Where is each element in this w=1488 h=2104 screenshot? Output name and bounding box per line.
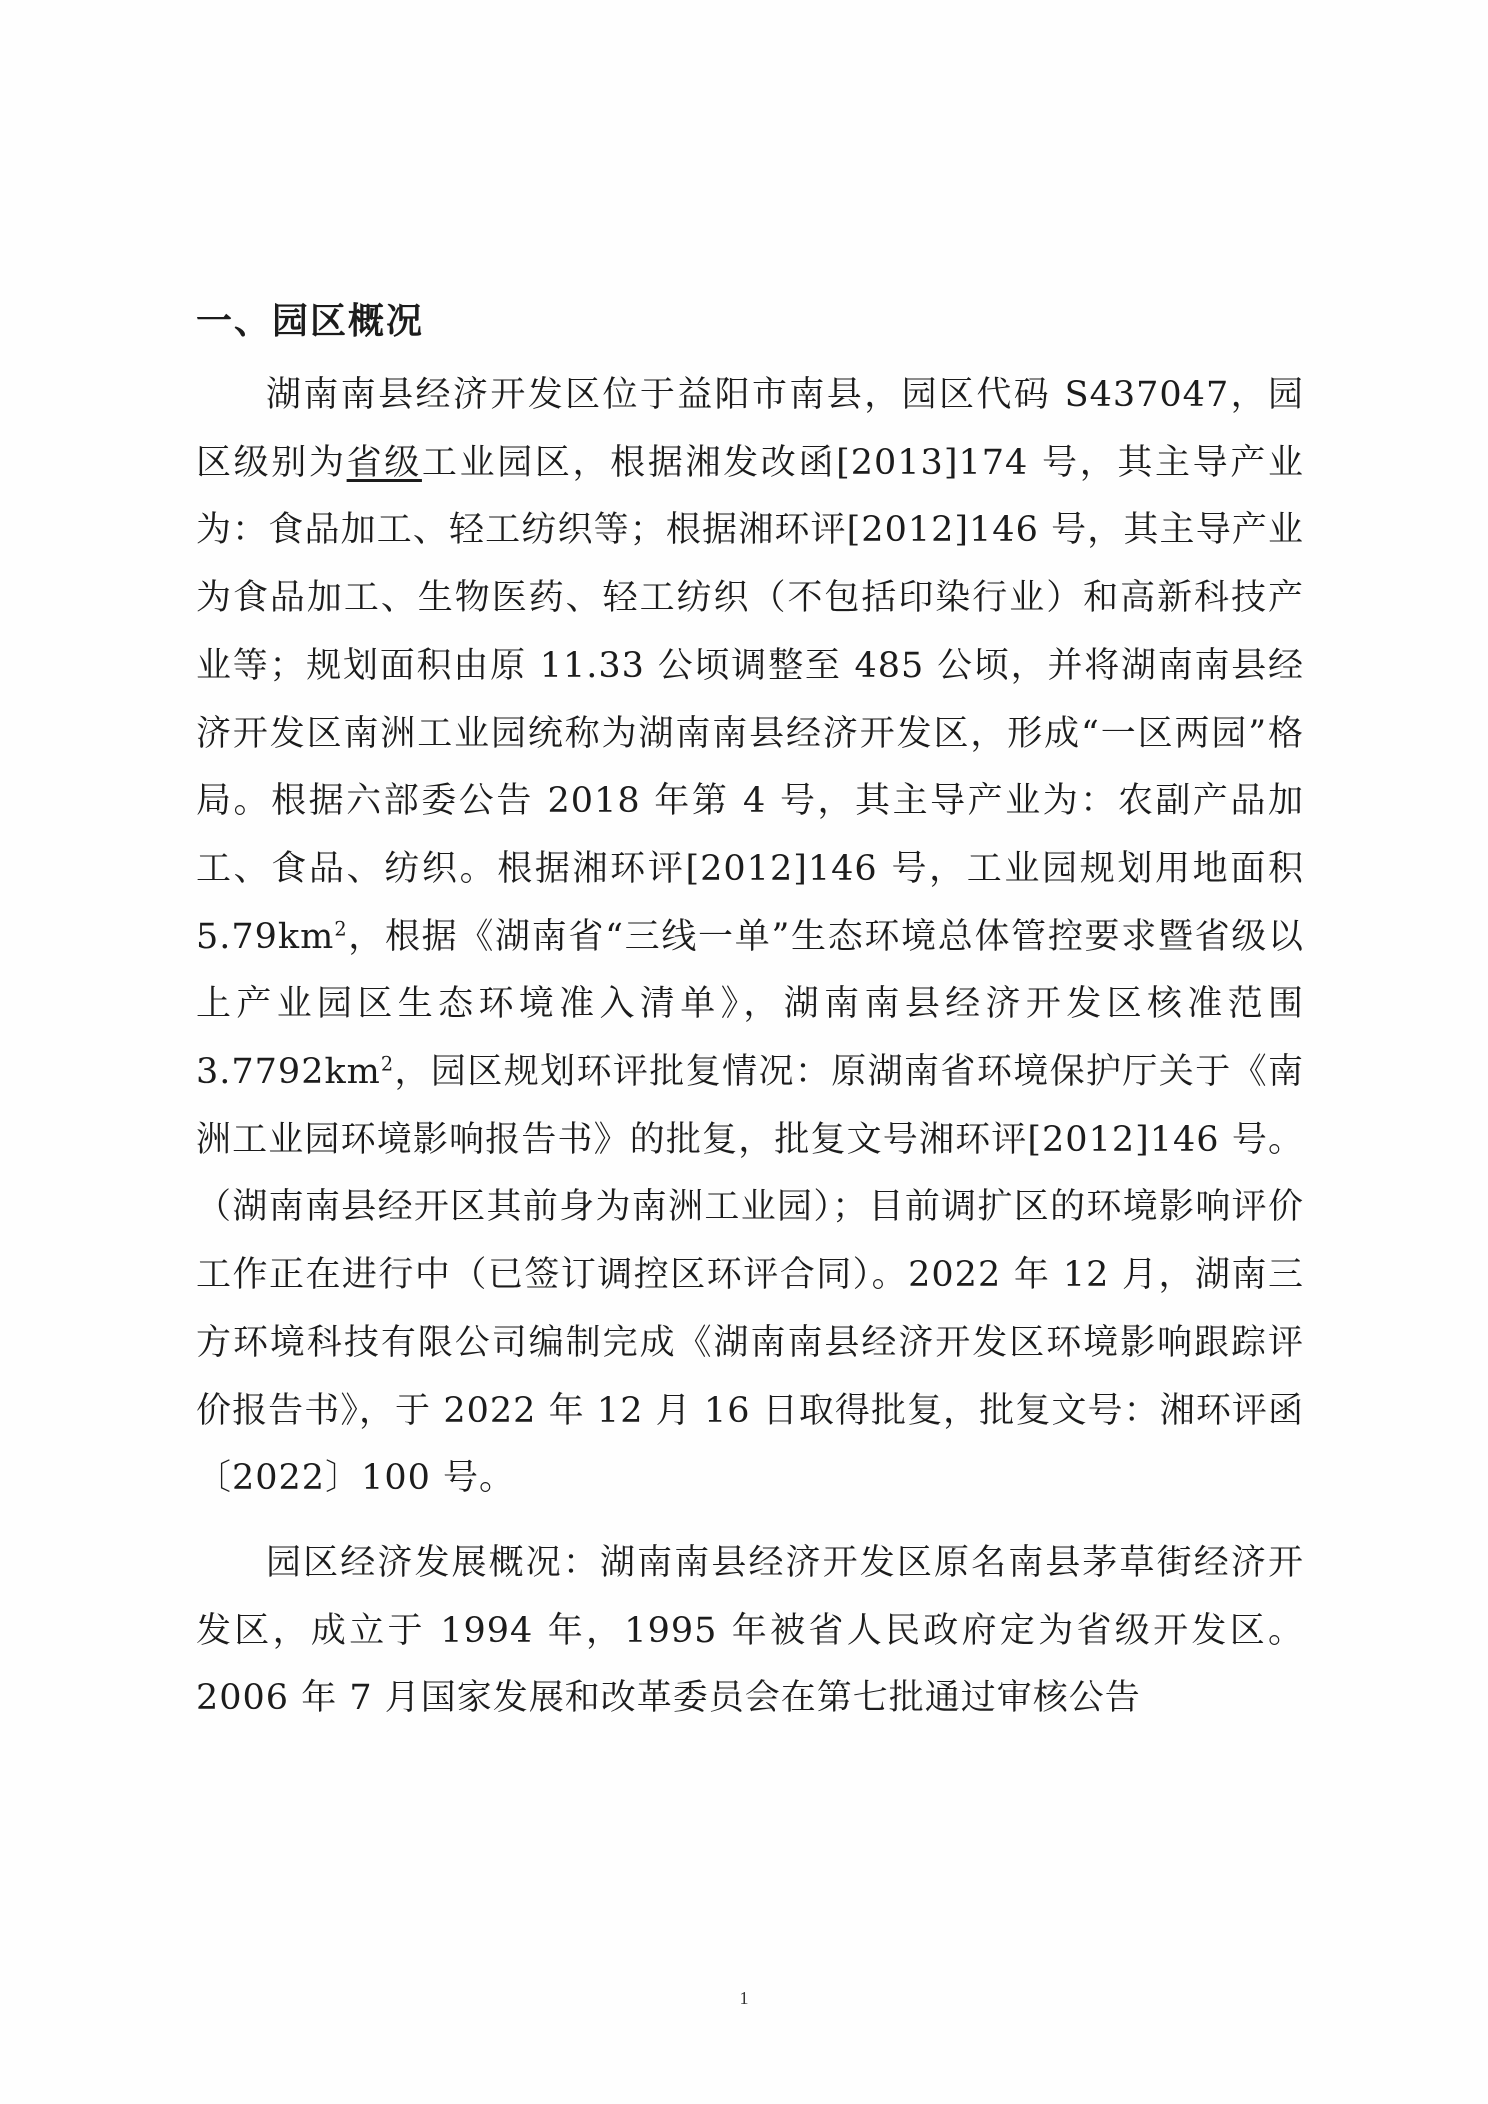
page-content <box>196 294 1304 1733</box>
paragraph-1-text-a: 工业园区，根据湘发改函[2013]174 号，其主导产业为：食品加工、轻工纺织等；根据湘环评[2012]146 号，其主导产业为食品加工、生物医药、轻工纺织（不包括印染行业）和高新科技产业等；规划面积由原 11.33 公顷调整至 485 公顷，并将湖南南县经济开发区南洲工业园统称为湖南南县经济开发区，形成“一区两园”格局。根据六部委公告 2018 年第 4 号，其主导产业为：农副产品加工、食品、纺织。根据湘环评[2012]146 号，工业园规划用地面积 5.79km <box>196 442 1304 957</box>
area-unit-superscript: 2 <box>334 916 348 940</box>
park-overview-paragraph <box>196 362 1304 1513</box>
section-heading: 一、园区概况 <box>196 301 425 342</box>
page-number: 1 <box>739 1988 749 2008</box>
paragraph-1-text-start: 湖南南县经济开发区位于益阳市南县，园区代码 S437047，园区级别为 <box>196 375 1304 483</box>
underlined-level-text: 省级 <box>346 442 422 483</box>
paragraph-1-text-b: ，根据《湖南省“三线一单”生态环境总体管控要求暨省级以上产业园区生态环境准入清单》，湖南南县经济开发区核准范围 3.7792km <box>196 916 1304 1093</box>
paragraph-1-text-c: ，园区规划环评批复情况：原湖南省环境保护厅关于《南洲工业园环境影响报告书》的批复，批复文号湘环评[2012]146 号。（湖南南县经开区其前身为南洲工业园）；目前调扩区的环境影响评价工作正在进行中（已签订调控区环评合同）。2022 年 12 月，湖南三方环境科技有限公司编制完成《湖南南县经济开发区环境影响跟踪评价报告书》，于 2022 年 12 月 16 日取得批复，批复文号：湘环评函〔2022〕100 号。 <box>196 1052 1304 1499</box>
economic-development-paragraph: 园区经济发展概况：湖南南县经济开发区原名南县茅草街经济开发区，成立于 1994 年，1995 年被省人民政府定为省级开发区。2006 年 7 月国家发展和改革委员会在第七批通过审核公告 <box>196 1542 1304 1719</box>
area-unit-superscript: 2 <box>380 1052 395 1076</box>
